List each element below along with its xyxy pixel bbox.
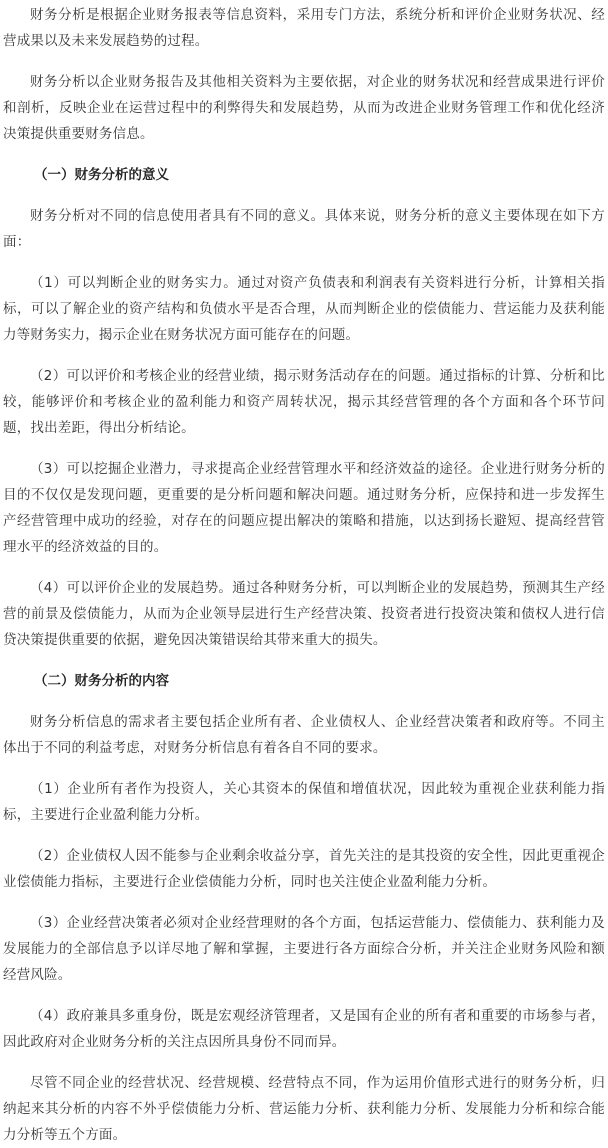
section-1-intro: 财务分析对不同的信息使用者具有不同的意义。具体来说，财务分析的意义主要体现在如下方面： bbox=[3, 208, 605, 250]
section-1-item-4: （4）可以评价企业的发展趋势。通过各种财务分析，可以判断企业的发展趋势，预测其生产经营的前景及偿债能力，从而为企业领导层进行生产经营决策、投资者进行投资决策和债权人进行信贷决策提供重要的依据，避免因决策错误给其带来重大的损失。 bbox=[3, 580, 605, 648]
section-2-item-4: （4）政府兼具多重身份，既是宏观经济管理者，又是国有企业的所有者和重要的市场参与者，因此政府对企业财务分析的关注点因所具身份不同而异。 bbox=[3, 1008, 605, 1050]
section-2-conclusion: 尽管不同企业的经营状况、经营规模、经营特点不同，作为运用价值形式进行的财务分析，归纳起来其分析的内容不外乎偿债能力分析、营运能力分析、获利能力分析、发展能力分析和综合能力分析等五个方面。 bbox=[3, 1075, 605, 1143]
section-1-item-2: （2）可以评价和考核企业的经营业绩，揭示财务活动存在的问题。通过指标的计算、分析和比较，能够评价和考核企业的盈利能力和资产周转状况，揭示其经营管理的各个方面和各个环节问题，找出差距，得出分析结论。 bbox=[3, 368, 605, 436]
intro-paragraph-2: 财务分析以企业财务报告及其他相关资料为主要依据，对企业的财务状况和经营成果进行评价和剖析，反映企业在运营过程中的利弊得失和发展趋势，从而为改进企业财务管理工作和优化经济决策提供重要财务信息。 bbox=[3, 74, 605, 142]
section-2-intro: 财务分析信息的需求者主要包括企业所有者、企业债权人、企业经营决策者和政府等。不同主体出于不同的利益考虑，对财务分析信息有着各自不同的要求。 bbox=[3, 714, 605, 756]
section-1-heading: （一）财务分析的意义 bbox=[34, 167, 169, 183]
section-2-heading: （二）财务分析的内容 bbox=[34, 673, 169, 689]
section-1-item-1: （1）可以判断企业的财务实力。通过对资产负债表和利润表有关资料进行分析，计算相关指标，可以了解企业的资产结构和负债水平是否合理，从而判断企业的偿债能力、营运能力及获利能力等财务实力，揭示企业在财务状况方面可能存在的问题。 bbox=[3, 275, 605, 343]
section-2-item-3: （3）企业经营决策者必须对企业经营理财的各个方面，包括运营能力、偿债能力、获利能力及发展能力的全部信息予以详尽地了解和掌握，主要进行各方面综合分析，并关注企业财务风险和额经营风险。 bbox=[3, 915, 605, 983]
section-2-item-1: （1）企业所有者作为投资人，关心其资本的保值和增值状况，因此较为重视企业获利能力指标，主要进行企业盈利能力分析。 bbox=[3, 781, 605, 823]
section-2-item-2: （2）企业债权人因不能参与企业剩余收益分享，首先关注的是其投资的安全性，因此更重视企业偿债能力指标，主要进行企业偿债能力分析，同时也关注使企业盈利能力分析。 bbox=[3, 848, 605, 890]
section-1-item-3: （3）可以挖掘企业潜力，寻求提高企业经营管理水平和经济效益的途径。企业进行财务分析的目的不仅仅是发现问题，更重要的是分析问题和解决问题。通过财务分析，应保持和进一步发挥生产经营管理中成功的经验，对存在的问题应提出解决的策略和措施，以达到扬长避短、提高经营管理水平的经济效益的目的。 bbox=[3, 461, 605, 555]
intro-paragraph-1: 财务分析是根据企业财务报表等信息资料，采用专门方法，系统分析和评价企业财务状况、经营成果以及未来发展趋势的过程。 bbox=[3, 7, 605, 49]
